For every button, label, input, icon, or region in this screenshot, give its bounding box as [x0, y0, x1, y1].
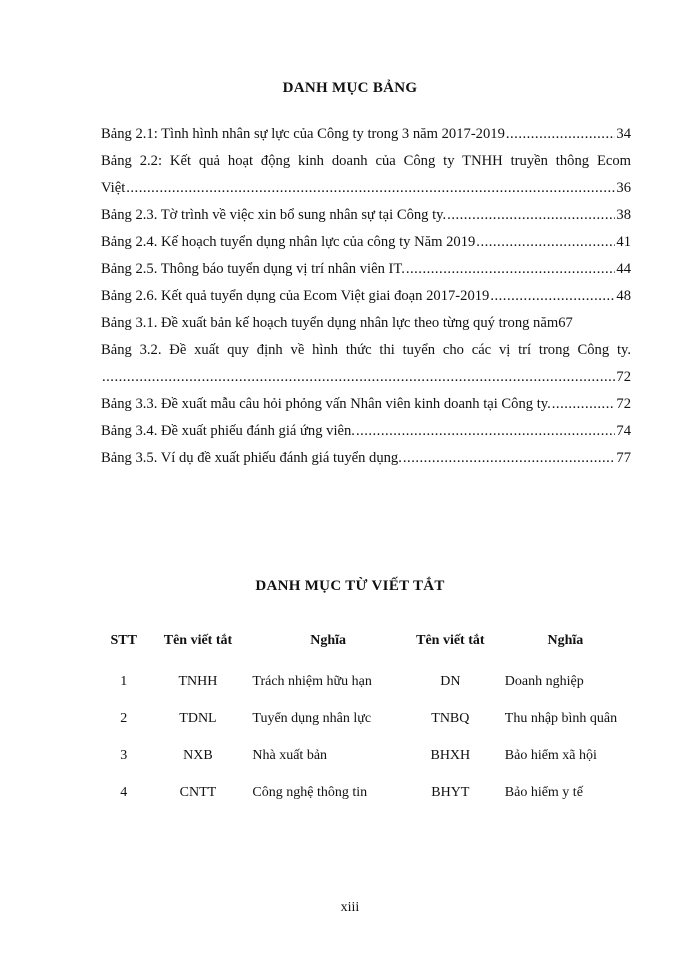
cell-abbreviation: TDNL: [179, 711, 217, 726]
toc-leader-dots: [447, 202, 615, 229]
toc-entry[interactable]: [101, 202, 631, 229]
toc-entry-page: 67: [558, 315, 573, 331]
table-of-tables: [101, 121, 631, 472]
cell-meaning-2: Thu nhập bình quân: [504, 711, 618, 726]
toc-entry-line1[interactable]: Bảng 2.2: Kết quả hoạt động kinh doanh của Công ty TNHH truyền thông Ecom: [101, 153, 631, 169]
header-meaning: Nghĩa: [310, 633, 347, 648]
toc-leader-dots: [476, 229, 615, 256]
toc-leader-dots: [406, 256, 616, 283]
toc-leader-dots: [356, 418, 615, 445]
header-meaning-2: Nghĩa: [547, 633, 584, 648]
cell-meaning-2: Doanh nghiệp: [504, 674, 584, 689]
toc-entry[interactable]: [101, 229, 631, 256]
cell-abbreviation: CNTT: [179, 785, 217, 800]
cell-stt: 1: [120, 674, 128, 689]
toc-entry-page: 77: [616, 450, 631, 466]
cell-abbreviation: NXB: [183, 748, 213, 763]
toc-entry[interactable]: [101, 121, 631, 148]
toc-entry[interactable]: [101, 256, 631, 283]
toc-entry[interactable]: [101, 445, 631, 472]
toc-entry-label: Bảng 2.5. Thông báo tuyển dụng vị trí nhân viên IT.: [101, 261, 405, 277]
cell-meaning: Tuyển dụng nhân lực: [252, 711, 372, 726]
toc-entry-page: 34: [616, 126, 631, 142]
toc-entry[interactable]: [101, 283, 631, 310]
toc-entry-page: 44: [616, 261, 631, 277]
toc-leader-dots: [102, 364, 615, 391]
toc-entry[interactable]: [101, 310, 631, 337]
table-row: [96, 768, 626, 805]
cell-abbreviation-2: BHYT: [431, 785, 470, 800]
toc-entry-page: 48: [616, 288, 631, 304]
toc-entry-label: Bảng 3.3. Đề xuất mẫu câu hỏi phỏng vấn Nhân viên kinh doanh tại Công ty.: [101, 396, 551, 412]
cell-meaning: Nhà xuất bản: [252, 748, 328, 763]
toc-leader-dots: [126, 175, 615, 202]
tables-list-heading: DANH MỤC BẢNG: [282, 80, 418, 96]
cell-meaning-2: Bảo hiểm xã hội: [504, 748, 597, 763]
toc-entry[interactable]: [101, 391, 631, 418]
toc-leader-dots: [506, 121, 616, 148]
toc-entry-page: 74: [616, 423, 631, 439]
table-header-row: [96, 625, 626, 657]
toc-leader-dots: [403, 445, 616, 472]
header-stt: STT: [110, 633, 137, 648]
cell-meaning-2: Bảo hiểm y tế: [504, 785, 583, 800]
toc-leader-dots: [552, 391, 616, 418]
toc-entry-label: Việt: [101, 180, 126, 196]
toc-entry[interactable]: [101, 175, 631, 202]
toc-entry-label: Bảng 3.1. Đề xuất bản kế hoạch tuyển dụng nhân lực theo từng quý trong năm: [101, 315, 559, 331]
toc-entry-page: 72: [616, 396, 631, 412]
toc-entry-label: Bảng 2.1: Tình hình nhân sự lực của Công ty trong 3 năm 2017-2019: [101, 126, 505, 142]
toc-entry-label: Bảng 2.4. Kế hoạch tuyển dụng nhân lực của công ty Năm 2019: [101, 234, 476, 250]
header-abbreviation-2: Tên viết tắt: [416, 633, 485, 648]
toc-entry-page: 36: [616, 180, 631, 196]
toc-entry[interactable]: [101, 418, 631, 445]
cell-meaning: Trách nhiệm hữu hạn: [252, 674, 372, 689]
toc-leader-dots: [490, 283, 615, 310]
abbreviations-heading: DANH MỤC TỪ VIẾT TẮT: [255, 578, 445, 594]
cell-abbreviation-2: DN: [440, 674, 461, 689]
toc-entry-page: 72: [616, 369, 631, 385]
toc-entry-page: 38: [616, 207, 631, 223]
toc-entry-label: Bảng 3.4. Đề xuất phiếu đánh giá ứng viên.: [101, 423, 355, 439]
cell-stt: 3: [120, 748, 128, 763]
table-row: [96, 694, 626, 731]
table-row: [96, 657, 626, 694]
toc-entry-label: Bảng 2.3. Tờ trình về việc xin bổ sung nhân sự tại Công ty.: [101, 207, 447, 223]
table-row: [96, 731, 626, 768]
cell-meaning: Công nghệ thông tin: [252, 785, 368, 800]
toc-entry-page: 41: [616, 234, 631, 250]
cell-abbreviation: TNHH: [178, 674, 218, 689]
cell-stt: 4: [120, 785, 128, 800]
cell-abbreviation-2: TNBQ: [431, 711, 470, 726]
page-number: xiii: [340, 900, 360, 915]
toc-entry-label: Bảng 3.5. Ví dụ đề xuất phiếu đánh giá tuyển dụng.: [101, 450, 402, 466]
cell-stt: 2: [120, 711, 128, 726]
cell-abbreviation-2: BHXH: [430, 748, 471, 763]
header-abbreviation: Tên viết tắt: [163, 633, 233, 648]
toc-entry-label: Bảng 2.6. Kết quả tuyển dụng của Ecom Việt giai đoạn 2017-2019: [101, 288, 490, 304]
abbreviations-table: [96, 625, 626, 805]
toc-entry[interactable]: [101, 364, 631, 391]
toc-entry-line1[interactable]: Bảng 3.2. Đề xuất quy định về hình thức thi tuyển cho các vị trí trong Công ty.: [101, 342, 631, 358]
